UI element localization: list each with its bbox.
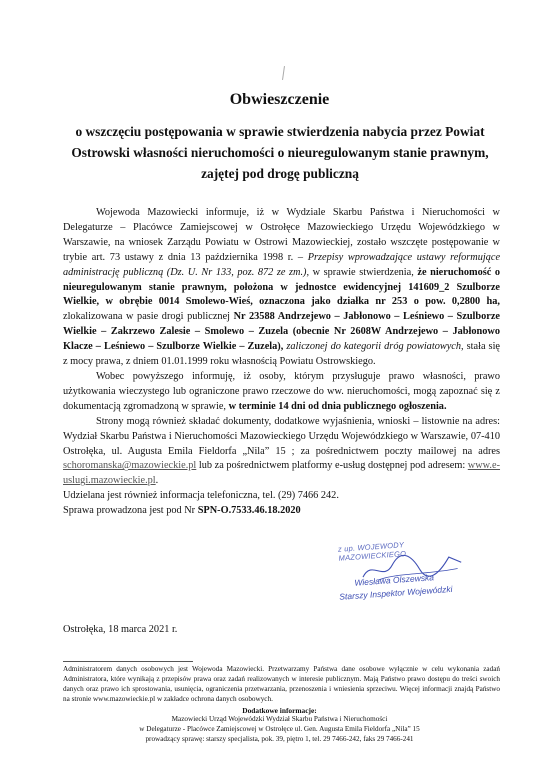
paragraph-3 xyxy=(63,415,500,490)
stamp-line-2: Wiesława Olszewska xyxy=(354,572,435,588)
footer-divider xyxy=(63,661,193,662)
para3-text-b: lub za pośrednictwem platformy e-usług dostępnej pod adresem: xyxy=(198,460,466,472)
footer-line-3: prowadzący sprawę: starszy specjalista, pok. 39, piętro 1, tel. 29 7466-242, faks 29 7466-241 xyxy=(145,734,414,743)
para1-road-description: Nr 23588 Andrzejewo – Jabłonowo – Leśniewo – Szulborze Wielkie – Zakrzewo Zalesie – Smolewo – Zuzela (obecnie Nr 2608W Andrzejewo – Jabłonowo Klacze – Leśniewo – Szulborze Wielkie – Zuzela), xyxy=(63,311,500,353)
para3-text-c: . xyxy=(155,475,159,487)
document-body xyxy=(63,206,500,519)
paragraph-5 xyxy=(63,504,500,519)
footer-heading: Dodatkowe informacje: xyxy=(242,706,317,715)
paragraph-2 xyxy=(63,370,500,415)
official-stamp xyxy=(316,536,471,616)
para3-text-a: Strony mogą również składać dokumenty, dodatkowe wyjaśnienia, wnioski – listownie na adres: Wydział Skarbu Państwa i Nieruchomości Mazowieckiego Urzędu Wojewódzkiego w Warszawie, 07-410 Ostrołęka, ul. Augusta Emila Fieldorfa „Nila” 15 ; za pośrednictwem poczty mailowej na adres xyxy=(63,415,500,457)
para1-text-c: w sprawie stwierdzenia, xyxy=(312,266,414,278)
para1-text-h: stała się z mocy prawa, z dniem 01.01.1999 roku własnością Powiatu Ostrowskiego. xyxy=(63,341,500,368)
para2-deadline: w terminie 14 dni od dnia publicznego ogłoszenia. xyxy=(228,400,447,412)
document-title: Obwieszczenie xyxy=(229,91,330,108)
footer-contact xyxy=(0,715,559,745)
stamp-line-1: z up. WOJEWODY MAZOWIECKIEGO xyxy=(337,540,407,563)
email-link[interactable]: schoromanska@mazowieckie.pl xyxy=(63,460,197,472)
document-date: Ostrołęka, 18 marca 2021 r. xyxy=(63,624,178,635)
footer-gdpr-notice: Administratorem danych osobowych jest Wojewoda Mazowiecki. Przetwarzamy Państwa dane osobowe wyłącznie w celu wykonania zadań Administratora, które wynikają z przepisów prawa oraz zadań realizowanych w interesie publicznym. Mają Państwo prawo dostępu do treści swoich danych oraz prawo ich sprostowania, usunięcia, ograniczenia przetwarzania, przenoszenia i wniesienia sprzeciwu. Więcej informacji znajdą Państwo na stronie www.mazowieckie.pl w zakładce ochrona danych osobowych. xyxy=(63,665,500,703)
subtitle-line-1: o wszczęciu postępowania w sprawie stwierdzenia nabycia przez Powiat xyxy=(75,124,485,139)
footer-line-1: Mazowiecki Urząd Wojewódzki Wydział Skarbu Państwa i Nieruchomości xyxy=(171,715,388,723)
footer-line-2: w Delegaturze - Placówce Zamiejscowej w Ostrołęce ul. Gen. Augusta Emila Fieldorfa „Nila” 15 xyxy=(139,724,420,733)
paragraph-4: Udzielana jest również informacja telefoniczna, tel. (29) 7466 242. xyxy=(63,490,339,502)
stamp-line-3: Starszy Inspektor Wojewódzki xyxy=(338,583,453,602)
para5-text-a: Sprawa prowadzona jest pod Nr xyxy=(63,505,196,517)
para1-property-description: że nieruchomość o nieuregulowanym stanie prawnym, położona w jednostce ewidencyjnej 141609_2 Szulborze Wielkie, w obrębie 0014 Smolewo-Wieś, oznaczona jako działka nr 253 o pow. 0,2800 ha, xyxy=(63,266,501,308)
subtitle-line-2: Ostrowski własności nieruchomości o nieuregulowanym stanie prawnym, xyxy=(71,145,489,160)
eservices-link[interactable]: www.e-uslugi.mazowieckie.pl xyxy=(63,460,501,487)
para1-text-a: Wojewoda Mazowiecki informuje, iż w Wydziale Skarbu Państwa i Nieruchomości w Delegaturze – Placówce Zamiejscowej w Ostrołęce Mazowieckiego Urzędu Wojewódzkiego w Warszawie, na wniosek Zarządu Powiatu w Ostrowi Mazowieckiej, zostało wszczęte postępowanie w trybie art. 73 ustawy z dnia 13 października 1998 r. – xyxy=(63,207,500,263)
para1-road-category: zaliczonej do kategorii dróg powiatowych, xyxy=(286,341,464,353)
para1-text-e: zlokalizowana w pasie drogi publicznej xyxy=(63,311,230,323)
subtitle-line-3: zajętej pod drogę publiczną xyxy=(201,166,359,181)
scan-mark xyxy=(282,66,285,80)
para2-text-a: Wobec powyższego informuję, iż osoby, którym przysługuje prawo własności, prawo użytkowania wieczystego lub ograniczone prawo rzeczowe do ww. nieruchomości, mogą zapoznać się z dokumentacją zgromadzoną w sprawie, xyxy=(63,370,500,412)
paragraph-1 xyxy=(63,206,500,370)
case-number: SPN-O.7533.46.18.2020 xyxy=(197,505,301,517)
para1-law-reference: Przepisy wprowadzające ustawy reformujące administrację publiczną (Dz. U. Nr 133, poz. 872 ze zm.), xyxy=(63,251,501,278)
document-subtitle xyxy=(40,121,520,184)
